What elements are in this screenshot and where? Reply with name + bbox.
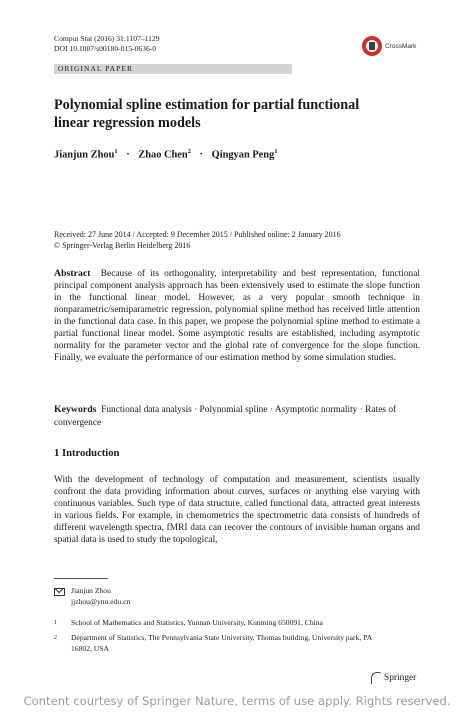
affiliation-mark: 1 xyxy=(274,148,278,155)
article-type-label: ORIGINAL PAPER xyxy=(58,64,134,73)
publication-history xyxy=(54,229,341,251)
footnote-mark: 1 xyxy=(54,620,57,626)
springer-horse-icon xyxy=(371,672,381,684)
title-line-1: Polynomial spline estimation for partial functional xyxy=(54,97,360,113)
affiliation-mark: 2 xyxy=(187,148,191,155)
article-type-banner xyxy=(54,64,292,74)
author-name[interactable]: Jianjun Zhou xyxy=(54,149,115,161)
author-separator: · xyxy=(199,149,203,161)
publisher-name: Springer xyxy=(384,673,417,683)
section-heading: 1 Introduction xyxy=(54,448,120,459)
abstract-body: Because of its orthogonality, interpretability and best representation, functional principal component analysis approach has been extensively used to estimate the slope function in the functional linear model. However, as a very popular smooth technique in nonparametric/semiparametric regression, polynomial spline method has received little attention in the functional data case. In this paper, we propose the polynomial spline method to estimate a partial functional linear model. Some asymptotic results are established, including asymptotic normality for the parameter vector and the global rate of convergence for the slope function. Finally, we evaluate the performance of our estimation method by some simulation studies. xyxy=(54,269,421,364)
journal-citation: Comput Stat (2016) 31:1107–1129 xyxy=(54,34,160,43)
author-name[interactable]: Qingyan Peng xyxy=(211,149,275,161)
corresponding-author-name: Jianjun Zhou xyxy=(71,586,111,595)
copyright-line: © Springer-Verlag Berlin Heidelberg 2016 xyxy=(54,241,191,250)
crossmark-badge[interactable] xyxy=(362,36,416,56)
title-line-2: linear regression models xyxy=(54,115,201,131)
crossmark-label: CrossMark xyxy=(385,42,417,50)
crossmark-icon xyxy=(362,36,382,56)
author-name[interactable]: Zhao Chen xyxy=(138,149,188,161)
author-separator: · xyxy=(126,149,130,161)
envelope-icon xyxy=(54,586,68,594)
publisher-logo xyxy=(371,672,416,684)
footnote-text: Department of Statistics, The Pennsylvania State University, Thomas building, University park, PA 16802, USA xyxy=(71,633,372,653)
journal-meta xyxy=(54,34,160,54)
affiliation-mark: 1 xyxy=(114,148,118,155)
abstract xyxy=(54,268,420,364)
courtesy-watermark: Content courtesy of Springer Nature, terms of use apply. Rights reserved. xyxy=(23,694,451,708)
keywords xyxy=(54,404,420,429)
abstract-heading: Abstract xyxy=(54,268,91,279)
keywords-body: Functional data analysis · Polynomial spline · Asymptotic normality · Rates of convergence xyxy=(54,405,397,428)
footnote-divider xyxy=(54,578,108,579)
introduction-paragraph: With the development of technology of computation and measurement, scientists usually confront the data providing information about curves, surfaces or anything else varying with continuous variables. Such type of data structure, called functional data, attracted great interests in various fields. For example, in chemometrics the spectrometric data consists of hundreds of different wavelength spectra, fMRI data can recover the contours of invisible human organs and spatial data is used to study the topological, xyxy=(54,475,420,546)
paper-title xyxy=(54,96,394,132)
dates-line: Received: 27 June 2014 / Accepted: 9 December 2015 / Published online: 2 January 2016 xyxy=(54,230,341,239)
doi-line[interactable]: DOI 10.1007/s00180-015-0636-0 xyxy=(54,44,157,53)
footnote-text: School of Mathematics and Statistics, Yunnan University, Kunming 650091, China xyxy=(71,618,323,627)
corresponding-author-email[interactable]: jjzhou@ynu.edu.cn xyxy=(71,596,131,606)
keywords-heading: Keywords xyxy=(54,404,97,415)
author-list xyxy=(54,148,278,160)
footnote-mark: 2 xyxy=(54,635,57,641)
